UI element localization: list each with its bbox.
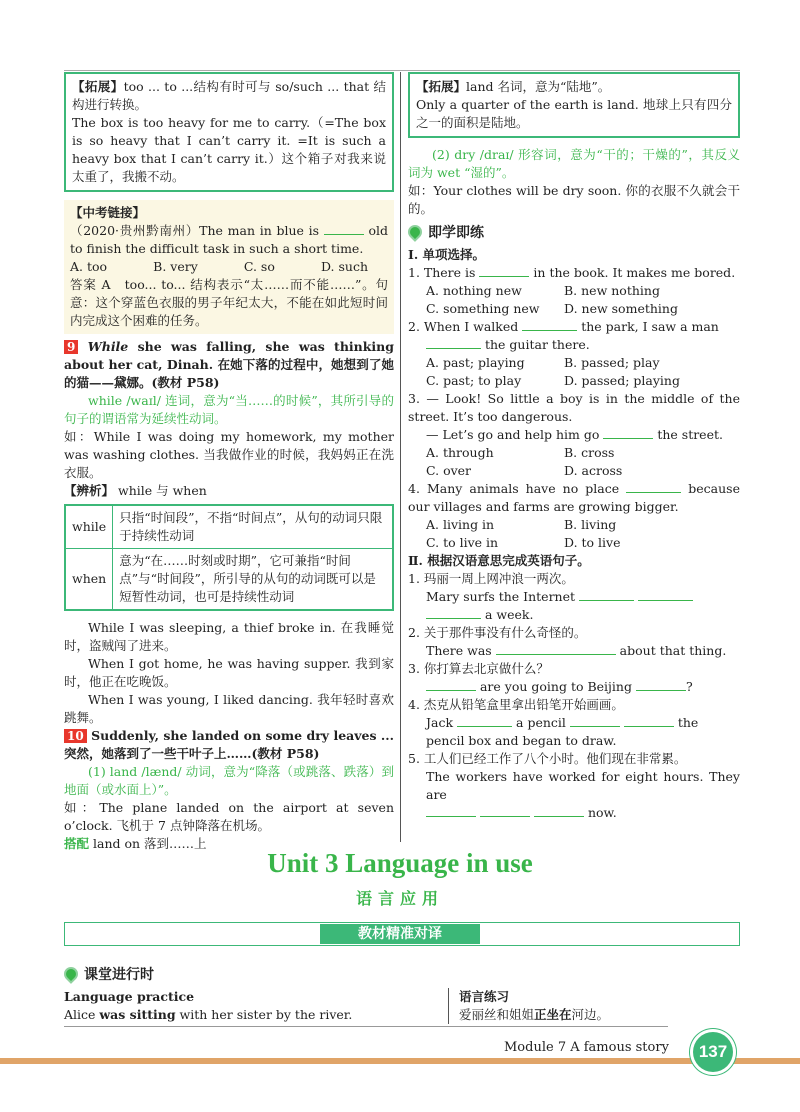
item-9-sentence: 9 While she was falling, she was thinking about her cat, Dinah. 在她下落的过程中，她想到了她的猫——黛娜。(教材 P58) bbox=[64, 339, 394, 390]
unit-title: Unit 3 Language in use bbox=[267, 848, 533, 878]
question-2: 2. When I walked the park, I saw a man bbox=[408, 319, 719, 334]
footer-rule bbox=[64, 1026, 668, 1027]
option-c: C. so bbox=[243, 259, 275, 274]
chinese-heading: 语言练习 bbox=[459, 989, 510, 1004]
option-d[interactable]: D. passed; playing bbox=[564, 373, 680, 388]
right-column: 【拓展】land 名词，意为“陆地”。 Only a quarter of the earth is land. 地球上只有四分之一的面积是陆地。 (2) dry /draɪ/ 形容词，意为“干的；干燥的”，其反义词为 wet “湿的”。 如：Your clothes will be dry soon. 你的衣服不久就会干的。 即学即练 Ⅰ. 单项选择。 1. There is in the book. It makes me bored. A. nothing new B. new nothing C. something new D. new something 2. When I walked the park, I saw a man the guitar there. A. past; playing B. passed; play C. past; to play D. passed; playing 3. — Look! So little a boy is in the middle of the street. It’s too dangerous. — Let’s go and help him go the street. A. through B. cross C. over D. across 4. Many animals have no place because our villages and farms are growing bigger. A. living in B. living C. to live in D. to live Ⅱ. 根据汉语意思完成英语句子。 1. 玛丽一周上网冲浪一两次。 Mary surfs the Internet a week. 2. 关于那件事没有什么奇怪的。 There was about that thing. 3. 你打算去北京做什么？ are you going to Beijing ? 4. 杰克从铅笔盒里拿出铅笔开始画画。 Jack a pencil the pencil box and began to draw. 5. 工人们已经工作了八个小时。他们现在非常累。 The workers have worked for eight hours. They are now. bbox=[408, 72, 740, 822]
sentence-2-answer[interactable]: There was about that thing. bbox=[426, 643, 727, 658]
part-1-title: Ⅰ. 单项选择。 bbox=[408, 247, 486, 262]
module-label: Module 7 A famous story bbox=[504, 1040, 669, 1055]
classroom-title: 课堂进行时 bbox=[84, 967, 154, 983]
chinese-sentence: 爱丽丝和姐姐正坐在河边。 bbox=[459, 1007, 610, 1022]
option-a: A. too bbox=[70, 259, 108, 274]
question-3: 3. — Look! So little a boy is in the middle of the street. It’s too dangerous. bbox=[408, 391, 740, 424]
extension-text: land 名词，意为“陆地”。 bbox=[466, 79, 611, 94]
item-10-explanation: (1) land /lænd/ 动词，意为“降落（或跳落、跌落）到地面（或水面上）”。 bbox=[64, 764, 394, 797]
dry-explanation: (2) dry /draɪ/ 形容词，意为“干的；干燥的”，其反义词为 wet “湿的”。 bbox=[408, 147, 740, 180]
analysis-heading: 【辨析】 while 与 when bbox=[64, 483, 207, 498]
question-1-options[interactable] bbox=[408, 282, 740, 318]
question-3-options[interactable] bbox=[408, 444, 740, 480]
option-b[interactable]: B. living bbox=[564, 517, 617, 532]
sentence-5-prompt: 5. 工人们已经工作了八个小时。他们现在非常累。 bbox=[408, 751, 687, 766]
item-9-example: 如：While I was doing my homework, my mother was washing clothes. 当我做作业的时候，我妈妈正在洗衣服。 bbox=[64, 429, 394, 480]
item-10-sentence: 10 Suddenly, she landed on some dry leaves ...突然，她落到了一些干叶子上……(教材 P58) bbox=[64, 728, 394, 761]
option-a[interactable]: A. nothing new bbox=[426, 283, 522, 298]
option-a[interactable]: A. past; playing bbox=[426, 355, 525, 370]
location-pin-icon bbox=[405, 222, 425, 242]
sentence-3-answer[interactable]: are you going to Beijing ? bbox=[408, 678, 740, 696]
question-4-options[interactable] bbox=[408, 516, 740, 552]
option-b[interactable]: B. cross bbox=[564, 445, 615, 460]
footer-bar bbox=[0, 1058, 800, 1064]
extension-example: Only a quarter of the earth is land. 地球上只有四分之一的面积是陆地。 bbox=[416, 97, 732, 130]
table-key-while: while bbox=[65, 505, 113, 549]
option-c[interactable]: C. to live in bbox=[426, 535, 499, 550]
option-c[interactable]: C. something new bbox=[426, 301, 540, 316]
page-number: 137 bbox=[693, 1032, 733, 1072]
exam-answer: 答案 A too... to... 结构表示“太……而不能……”。句意：这个穿蓝色衣服的男子年纪太大，不能在如此短时间内完成这个困难的任务。 bbox=[70, 277, 388, 328]
question-4: 4. Many animals have no place because our villages and farms are growing bigger. bbox=[408, 481, 740, 514]
part-2-title: Ⅱ. 根据汉语意思完成英语句子。 bbox=[408, 553, 590, 568]
sentence-2-prompt: 2. 关于那件事没有什么奇怪的。 bbox=[408, 625, 587, 640]
practice-heading: 即学即练 bbox=[408, 222, 740, 242]
left-column bbox=[64, 72, 394, 853]
option-d[interactable]: D. to live bbox=[564, 535, 621, 550]
item-9-explanation: while /waɪl/ 连词，意为“当……的时候”，其所引导的句子的谓语常为延续性动词。 bbox=[64, 393, 394, 426]
column-divider bbox=[400, 72, 401, 842]
option-d[interactable]: D. new something bbox=[564, 301, 678, 316]
extension-example: The box is too heavy for me to carry.（=The box is so heavy that I can’t carry it. =It is such a heavy box that I can’t carry it.）这个箱子对我来说太重了，我搬不动。 bbox=[72, 115, 386, 184]
exam-link-title: 【中考链接】 bbox=[70, 205, 146, 220]
option-b[interactable]: B. passed; play bbox=[564, 355, 660, 370]
example-sentence: While I was sleeping, a thief broke in. 在我睡觉时，盗贼闯了进来。 bbox=[64, 620, 394, 653]
classroom-section bbox=[64, 960, 740, 1024]
table-value-when: 意为“在……时刻或时期”，它可兼指“时间点”与“时间段”，所引导的从句的动词既可以是短暂性动词，也可是持续性动词 bbox=[113, 549, 393, 611]
option-a[interactable]: A. living in bbox=[426, 517, 495, 532]
sentence-4-answer[interactable]: Jack a pencil the bbox=[426, 715, 699, 730]
option-b[interactable]: B. new nothing bbox=[564, 283, 660, 298]
option-d: D. such bbox=[320, 259, 368, 274]
while-when-table bbox=[64, 504, 394, 611]
item-10-number: 10 bbox=[64, 729, 87, 743]
exam-options bbox=[70, 258, 388, 276]
extension-box-2 bbox=[408, 72, 740, 138]
option-b: B. very bbox=[153, 259, 198, 274]
exam-question: （2020·贵州黔南州）The man in blue is old to finish the difficult task in such a short time. bbox=[70, 223, 388, 256]
dry-example: 如：Your clothes will be dry soon. 你的衣服不久就会干的。 bbox=[408, 183, 740, 216]
chinese-column bbox=[449, 988, 609, 1024]
table-row bbox=[65, 549, 393, 611]
question-2-options[interactable] bbox=[408, 354, 740, 390]
sentence-4-prompt: 4. 杰克从铅笔盒里拿出铅笔开始画画。 bbox=[408, 697, 624, 712]
top-rule bbox=[64, 70, 740, 71]
collocation: 搭配 land on 落到……上 bbox=[64, 836, 207, 851]
english-column bbox=[64, 988, 449, 1024]
table-row bbox=[65, 505, 393, 549]
english-sentence: Alice was sitting with her sister by the river. bbox=[64, 1007, 353, 1022]
extension-box-1 bbox=[64, 72, 394, 192]
example-sentence: When I got home, he was having supper. 我到家时，他正在吃晚饭。 bbox=[64, 656, 394, 689]
sentence-1-answer[interactable]: Mary surfs the Internet bbox=[408, 588, 740, 606]
option-c[interactable]: C. over bbox=[426, 463, 472, 478]
section-bar-label: 教材精准对译 bbox=[320, 924, 480, 944]
question-1: 1. There is in the book. It makes me bored. bbox=[408, 265, 736, 280]
item-9-number: 9 bbox=[64, 340, 78, 354]
extension-title: 【拓展】 bbox=[72, 79, 124, 94]
sentence-3-prompt: 3. 你打算去北京做什么？ bbox=[408, 661, 549, 676]
option-a[interactable]: A. through bbox=[426, 445, 494, 460]
unit-subtitle: 语言应用 bbox=[355, 889, 444, 908]
sentence-1-prompt: 1. 玛丽一周上网冲浪一两次。 bbox=[408, 571, 574, 586]
table-key-when: when bbox=[65, 549, 113, 611]
option-d[interactable]: D. across bbox=[564, 463, 623, 478]
example-sentence: When I was young, I liked dancing. 我年轻时喜欢跳舞。 bbox=[64, 692, 394, 725]
table-value-while: 只指“时间段”，不指“时间点”，从句的动词只限于持续性动词 bbox=[113, 505, 393, 549]
exam-link-box bbox=[64, 200, 394, 334]
item-10-example: 如：The plane landed on the airport at seven o’clock. 飞机于 7 点钟降落在机场。 bbox=[64, 800, 394, 833]
extension-text: too ... to ...结构有时可与 so/such ... that 结构进行转换。 bbox=[72, 79, 386, 112]
location-pin-icon bbox=[61, 964, 81, 984]
english-heading: Language practice bbox=[64, 989, 195, 1004]
extension-title: 【拓展】 bbox=[416, 79, 467, 94]
option-c[interactable]: C. past; to play bbox=[426, 373, 522, 388]
sentence-5-answer: The workers have worked for eight hours. They are bbox=[426, 769, 740, 802]
